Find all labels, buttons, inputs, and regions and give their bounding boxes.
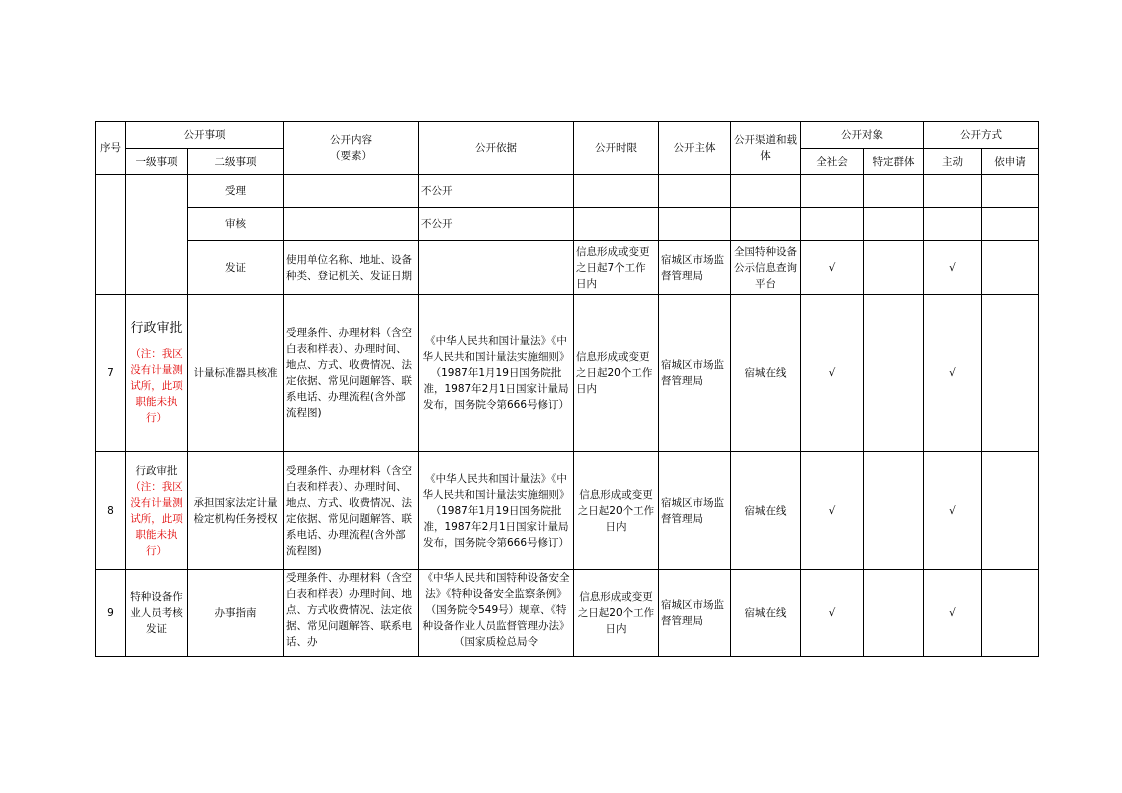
header-method-apply: 依申请: [982, 149, 1039, 175]
header-item: 公开事项: [126, 122, 284, 149]
seq-cell: 8: [96, 452, 126, 570]
time-cell: 信息形成或变更之日起20个工作日内: [574, 452, 659, 570]
target-group-cell: [864, 570, 924, 657]
content-cell: 受理条件、办理材料（含空白表和样表）、办理时间、地点、方式、收费情况、法定依据、常见问题解答、联系电话、办理流程(含外部流程图): [284, 295, 419, 452]
table-row: [96, 175, 1039, 208]
level1-cell: 特种设备作业人员考核发证: [126, 570, 188, 657]
seq-cell: [96, 175, 126, 295]
table-row: [96, 241, 1039, 295]
channel-cell: [731, 175, 801, 208]
time-cell: [574, 175, 659, 208]
content-cell: 受理条件、办理材料（含空白表和样表）、办理时间、地点、方式、收费情况、法定依据、常见问题解答、联系电话、办理流程(含外部流程图): [284, 452, 419, 570]
header-level2: 二级事项: [188, 149, 284, 175]
target-group-cell: [864, 452, 924, 570]
content-cell: [284, 208, 419, 241]
level2-cell: 受理: [188, 175, 284, 208]
header-channel: 公开渠道和载体: [731, 122, 801, 175]
time-cell: 信息形成或变更之日起20个工作日内: [574, 295, 659, 452]
target-all-cell: [801, 175, 864, 208]
target-group-cell: [864, 241, 924, 295]
method-active-check: √: [924, 570, 982, 657]
target-group-cell: [864, 295, 924, 452]
method-active-check: √: [924, 241, 982, 295]
method-apply-cell: [982, 241, 1039, 295]
time-cell: 信息形成或变更之日起7个工作日内: [574, 241, 659, 295]
header-method-active: 主动: [924, 149, 982, 175]
method-apply-cell: [982, 208, 1039, 241]
target-group-cell: [864, 208, 924, 241]
level1-label: 行政审批: [130, 321, 183, 336]
target-all-check: √: [801, 570, 864, 657]
method-active-cell: [924, 175, 982, 208]
header-basis: 公开依据: [419, 122, 574, 175]
method-active-check: √: [924, 295, 982, 452]
channel-cell: [731, 208, 801, 241]
level2-cell: 承担国家法定计量检定机构任务授权: [188, 452, 284, 570]
header-content: [284, 122, 419, 175]
header-content-sub: （要素）: [330, 150, 372, 162]
target-group-cell: [864, 175, 924, 208]
time-cell: [574, 208, 659, 241]
header-content-main: 公开内容: [330, 134, 372, 146]
method-apply-cell: [982, 452, 1039, 570]
subject-cell: 宿城区市场监督管理局: [659, 295, 731, 452]
subject-cell: [659, 175, 731, 208]
level2-cell: 计量标准器具核准: [188, 295, 284, 452]
basis-cell: 《中华人民共和国计量法》《中华人民共和国计量法实施细则》（1987年1月19日国务院批准，1987年2月1日国家计量局发布，国务院令第666号修订）: [419, 452, 574, 570]
target-all-check: √: [801, 452, 864, 570]
header-time: 公开时限: [574, 122, 659, 175]
method-apply-cell: [982, 570, 1039, 657]
method-active-check: √: [924, 452, 982, 570]
target-all-cell: [801, 208, 864, 241]
table-row: [96, 295, 1039, 452]
table-row: [96, 452, 1039, 570]
header-target-all: 全社会: [801, 149, 864, 175]
method-apply-cell: [982, 295, 1039, 452]
header-target: 公开对象: [801, 122, 924, 149]
level1-cell: [126, 175, 188, 295]
level2-cell: 审核: [188, 208, 284, 241]
subject-cell: [659, 208, 731, 241]
content-cell: 使用单位名称、地址、设备种类、登记机关、发证日期: [284, 241, 419, 295]
subject-cell: 宿城区市场监督管理局: [659, 570, 731, 657]
seq-cell: 7: [96, 295, 126, 452]
channel-cell: 宿城在线: [731, 452, 801, 570]
target-all-check: √: [801, 295, 864, 452]
level1-label: 行政审批: [135, 464, 178, 477]
seq-cell: 9: [96, 570, 126, 657]
table-row: [96, 570, 1039, 657]
content-cell: [284, 175, 419, 208]
header-level1: 一级事项: [126, 149, 188, 175]
subject-cell: 宿城区市场监督管理局: [659, 241, 731, 295]
basis-cell: [419, 241, 574, 295]
header-seq: 序号: [96, 122, 126, 175]
basis-cell: 不公开: [419, 175, 574, 208]
table-row: [96, 208, 1039, 241]
header-row-1: [96, 122, 1039, 149]
channel-cell: 全国特种设备公示信息查询平台: [731, 241, 801, 295]
target-all-check: √: [801, 241, 864, 295]
channel-cell: 宿城在线: [731, 295, 801, 452]
basis-cell: 《中华人民共和国计量法》《中华人民共和国计量法实施细则》（1987年1月19日国务院批准，1987年2月1日国家计量局发布，国务院令第666号修订）: [419, 295, 574, 452]
level1-note: （注：我区没有计量测试所，此项职能未执行）: [130, 480, 183, 557]
header-method: 公开方式: [924, 122, 1039, 149]
method-apply-cell: [982, 175, 1039, 208]
level2-cell: 办事指南: [188, 570, 284, 657]
level1-cell: [126, 295, 188, 452]
basis-cell: 不公开: [419, 208, 574, 241]
basis-cell: 《中华人民共和国特种设备安全法》《特种设备安全监察条例》（国务院令549号）规章、《特种设备作业人员监督管理办法》（国家质检总局令: [419, 570, 574, 657]
header-subject: 公开主体: [659, 122, 731, 175]
level1-cell: [126, 452, 188, 570]
level1-note: （注：我区没有计量测试所，此项职能未执行）: [130, 348, 183, 424]
content-cell: 受理条件、办理材料（含空白表和样表）办理时间、地点、方式收费情况、法定依据、常见问题解答、联系电话、办: [284, 570, 419, 657]
method-active-cell: [924, 208, 982, 241]
disclosure-table: [95, 121, 1039, 657]
level2-cell: 发证: [188, 241, 284, 295]
subject-cell: 宿城区市场监督管理局: [659, 452, 731, 570]
channel-cell: 宿城在线: [731, 570, 801, 657]
time-cell: 信息形成或变更之日起20个工作日内: [574, 570, 659, 657]
header-target-group: 特定群体: [864, 149, 924, 175]
